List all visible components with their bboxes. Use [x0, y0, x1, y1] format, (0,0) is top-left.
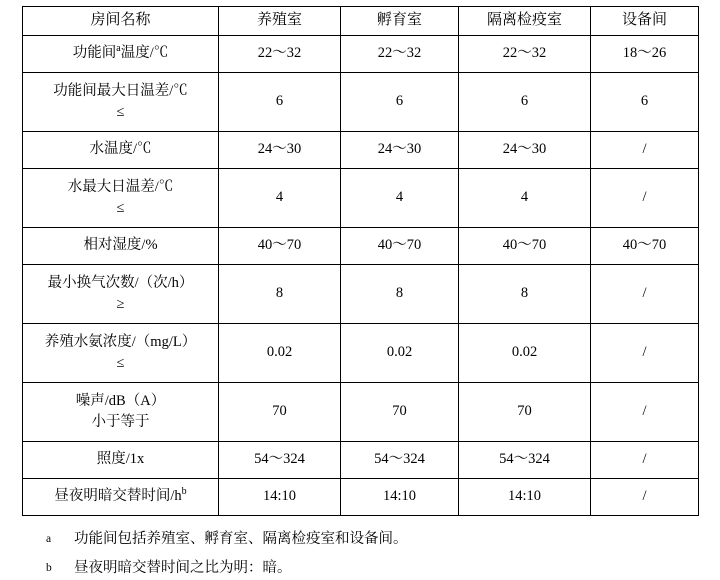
- column-header-breeding-room: 养殖室: [219, 7, 341, 36]
- cell-value: 54～324: [341, 441, 459, 478]
- table-row: [23, 227, 699, 264]
- row-label-text: 昼夜明暗交替时间/h: [54, 488, 182, 505]
- cell-value: 8: [341, 264, 459, 323]
- row-label-text: 噪声/dB（A）: [75, 392, 166, 409]
- cell-value: 24～30: [219, 131, 341, 168]
- cell-value: 22～32: [459, 35, 591, 72]
- row-label-text: 功能间: [72, 45, 117, 62]
- row-label: 相对湿度/%: [23, 227, 219, 264]
- row-label: 水温度/℃: [23, 131, 219, 168]
- cell-value: 70: [219, 382, 341, 441]
- table-footnotes: [22, 528, 698, 580]
- cell-value: 0.02: [459, 323, 591, 382]
- table-row: [23, 72, 699, 131]
- cell-value: 22～32: [219, 35, 341, 72]
- row-label-operator: ≥: [116, 295, 125, 312]
- cell-value: 54～324: [219, 441, 341, 478]
- cell-value: 0.02: [219, 323, 341, 382]
- cell-value: 40～70: [219, 227, 341, 264]
- cell-value: 4: [459, 168, 591, 227]
- column-header-incubation-room: 孵育室: [341, 7, 459, 36]
- cell-value: /: [591, 131, 699, 168]
- row-label: [23, 264, 219, 323]
- cell-value: /: [591, 168, 699, 227]
- footnote-marker: b: [46, 561, 52, 574]
- cell-value: 22～32: [341, 35, 459, 72]
- table-header-row: [23, 7, 699, 36]
- table-row: [23, 382, 699, 441]
- cell-value: /: [591, 382, 699, 441]
- row-label: [23, 323, 219, 382]
- row-label: [23, 35, 219, 72]
- cell-value: 70: [341, 382, 459, 441]
- footnote-b: [28, 557, 698, 580]
- footnote-text: 昼夜明暗交替时间之比为明：暗。: [74, 559, 292, 576]
- cell-value: 6: [591, 72, 699, 131]
- cell-value: /: [591, 323, 699, 382]
- cell-value: 54～324: [459, 441, 591, 478]
- cell-value: 4: [219, 168, 341, 227]
- footnote-text: 功能间包括养殖室、孵育室、隔离检疫室和设备间。: [74, 530, 408, 547]
- cell-value: 0.02: [341, 323, 459, 382]
- table-row: [23, 168, 699, 227]
- column-header-equipment-room: 设备间: [591, 7, 699, 36]
- table-row: [23, 35, 699, 72]
- cell-value: 4: [341, 168, 459, 227]
- row-label-operator: ≤: [116, 103, 125, 120]
- cell-value: 24～30: [459, 131, 591, 168]
- cell-value: /: [591, 478, 699, 515]
- row-label: 照度/1x: [23, 441, 219, 478]
- row-label-text: 功能间最大日温差/℃: [53, 82, 188, 99]
- cell-value: /: [591, 441, 699, 478]
- table-row: [23, 131, 699, 168]
- cell-value: 40～70: [459, 227, 591, 264]
- cell-value: /: [591, 264, 699, 323]
- table-row: [23, 323, 699, 382]
- footnote-a: [28, 528, 698, 551]
- column-header-room-name: 房间名称: [23, 7, 219, 36]
- table-row: [23, 264, 699, 323]
- cell-value: 70: [459, 382, 591, 441]
- cell-value: 6: [219, 72, 341, 131]
- row-label: [23, 168, 219, 227]
- row-label: [23, 382, 219, 441]
- row-label: [23, 478, 219, 515]
- cell-value: 14:10: [459, 478, 591, 515]
- row-label-text: 养殖水氨浓度/（mg/L）: [44, 333, 197, 350]
- cell-value: 40～70: [591, 227, 699, 264]
- cell-value: 6: [459, 72, 591, 131]
- row-label: [23, 72, 219, 131]
- row-label-text: 最小换气次数/（次/h）: [47, 274, 194, 291]
- specification-table: [22, 6, 699, 516]
- cell-value: 14:10: [219, 478, 341, 515]
- table-row: [23, 478, 699, 515]
- cell-value: 40～70: [341, 227, 459, 264]
- cell-value: 8: [459, 264, 591, 323]
- row-label-superscript: a: [116, 43, 121, 55]
- footnote-marker: a: [46, 532, 52, 545]
- cell-value: 14:10: [341, 478, 459, 515]
- cell-value: 8: [219, 264, 341, 323]
- row-label-superscript: b: [181, 486, 187, 498]
- cell-value: 6: [341, 72, 459, 131]
- row-label-operator: 小于等于: [91, 413, 150, 430]
- cell-value: 24～30: [341, 131, 459, 168]
- cell-value: 18～26: [591, 35, 699, 72]
- row-label-operator: ≤: [116, 199, 125, 216]
- table-row: [23, 441, 699, 478]
- row-label-operator: ≤: [116, 354, 125, 371]
- row-label-text-tail: 温度/℃: [120, 45, 169, 62]
- column-header-quarantine-room: 隔离检疫室: [459, 7, 591, 36]
- row-label-text: 水最大日温差/℃: [67, 178, 174, 195]
